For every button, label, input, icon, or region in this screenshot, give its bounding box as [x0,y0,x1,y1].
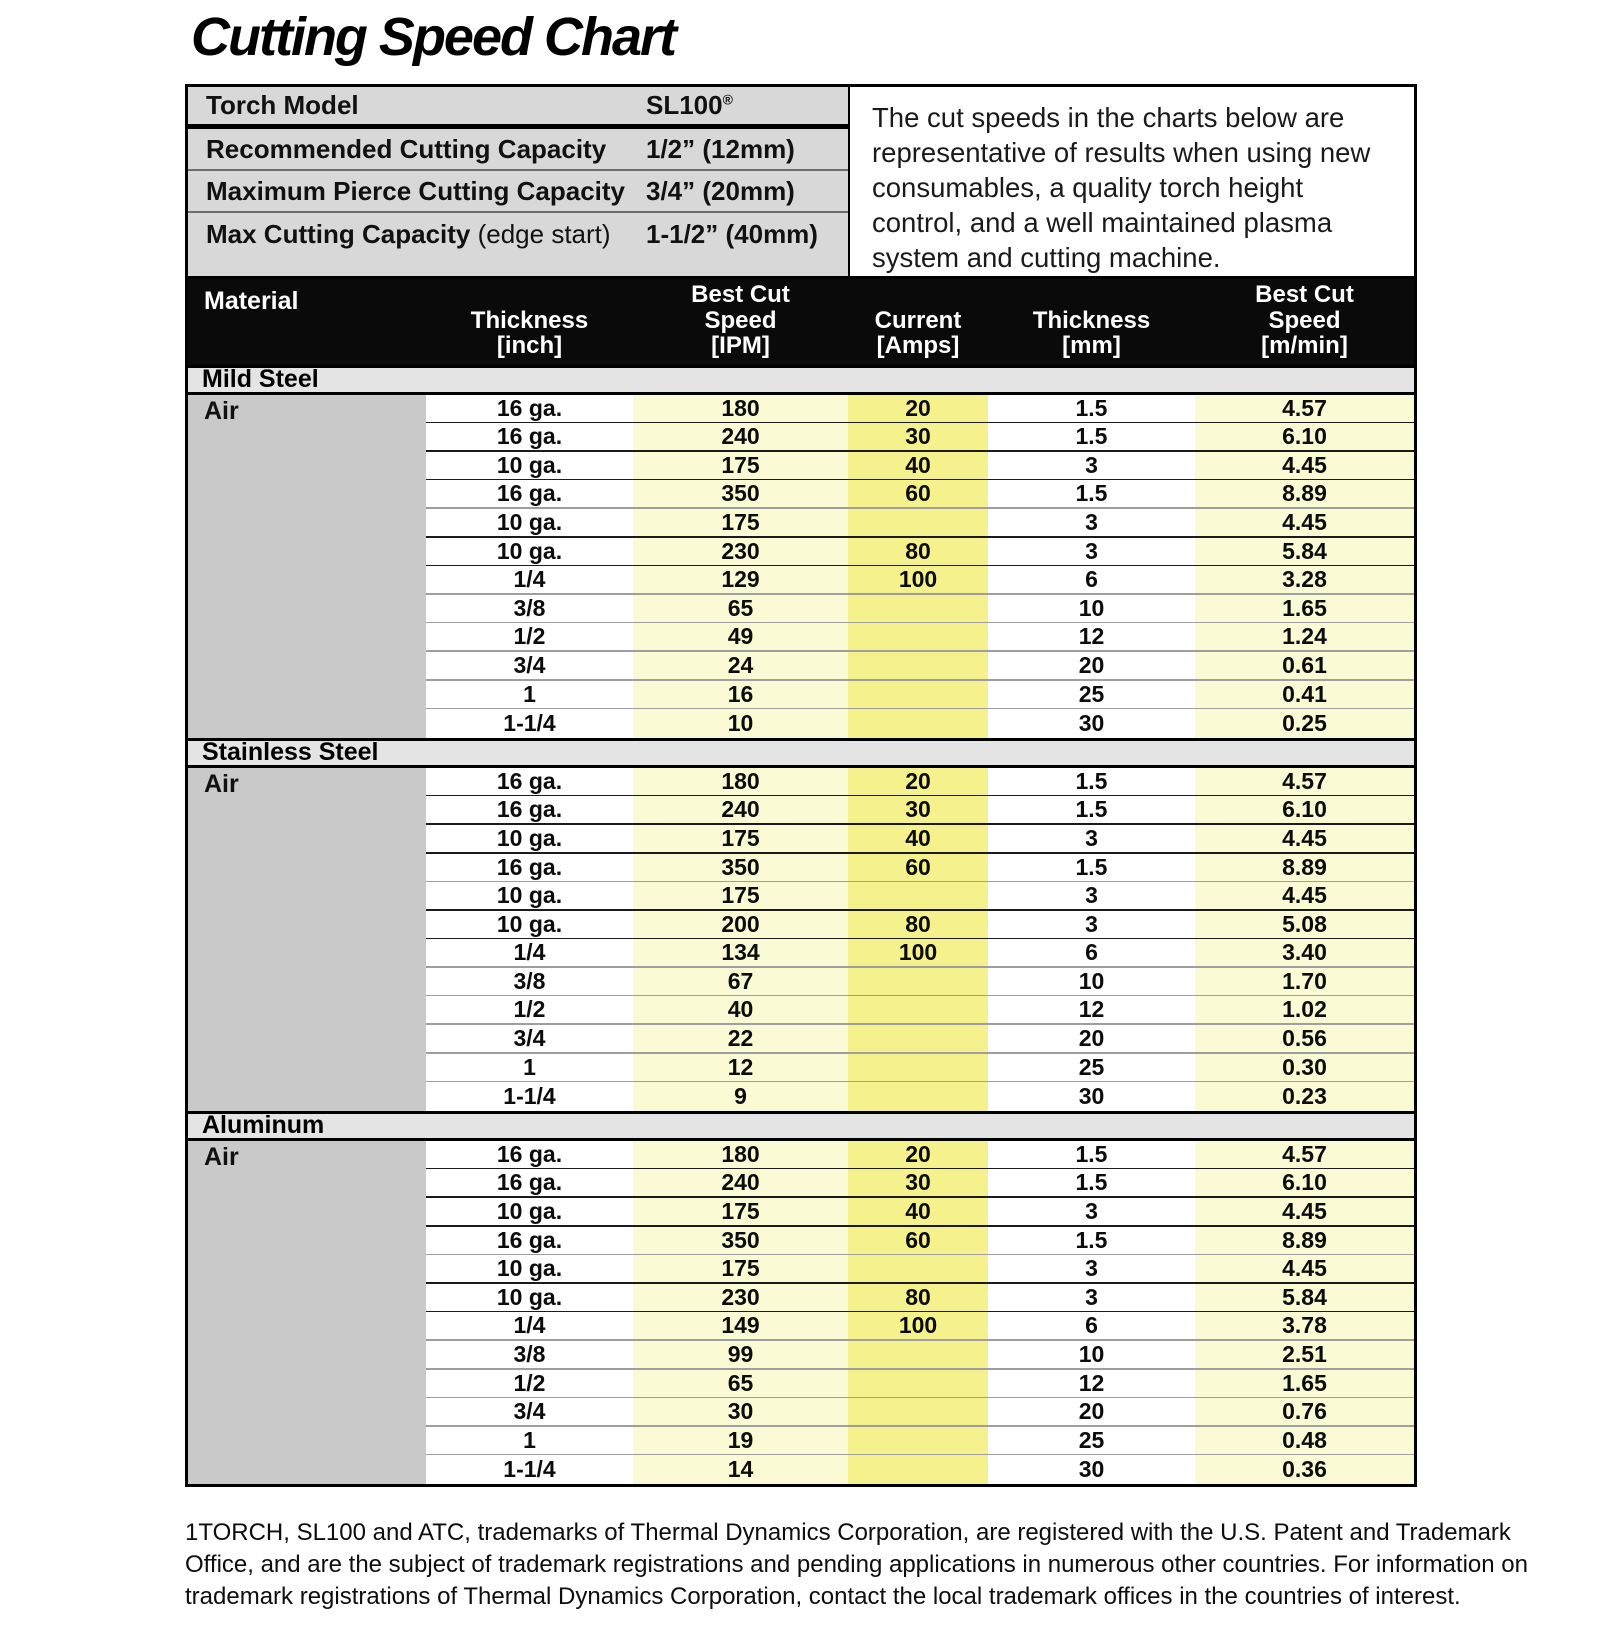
cell-thickness-inch: 1-1/4 [426,709,633,738]
cell-current-amps [848,1455,988,1484]
data-row [426,681,1414,710]
column-header-unit: [inch] [496,332,563,360]
data-row [426,768,1414,797]
data-row [426,1169,1414,1198]
column-header-name: Thickness [470,306,589,334]
cell-current-amps [848,681,988,708]
cell-speed-m-min: 4.45 [1195,825,1414,852]
trademark-footnote: 1TORCH, SL100 and ATC, trademarks of Thermal Dynamics Corporation, are registered with the U.S. Patent and Trademark Office, and are the subject of trademark registrations and pending applications in numerous other countries. For information on trademark registrations of Thermal Dynamics Corporation, contact the local trademark offices in the countries of interest. [185,1518,1528,1610]
cell-thickness-inch: 1/2 [426,623,633,650]
cell-thickness-mm: 25 [988,1054,1195,1081]
cell-thickness-inch: 3/4 [426,1398,633,1425]
cell-speed-m-min: 0.23 [1195,1082,1414,1111]
cell-speed-m-min: 8.89 [1195,854,1414,881]
cell-thickness-mm: 3 [988,825,1195,852]
cell-speed-m-min: 1.24 [1195,623,1414,650]
cell-speed-ipm: 350 [633,854,848,881]
cell-thickness-mm: 20 [988,1025,1195,1052]
data-row [426,1025,1414,1054]
cell-thickness-inch: 16 ga. [426,1141,633,1168]
cell-thickness-mm: 25 [988,1427,1195,1454]
cell-current-amps: 30 [848,796,988,823]
cell-speed-m-min: 0.56 [1195,1025,1414,1052]
cell-thickness-mm: 3 [988,911,1195,938]
cell-speed-ipm: 9 [633,1082,848,1111]
spec-label: Max Cutting Capacity (edge start) [206,218,611,249]
column-header-name: Thickness [1032,306,1151,334]
note-text: The cut speeds in the charts below are representative of results when using new consumables, a quality torch height control, and a well maintained plasma system and cutting machine. [872,102,1371,273]
cell-speed-ipm: 350 [633,1227,848,1254]
cell-thickness-mm: 1.5 [988,395,1195,422]
cell-speed-ipm: 12 [633,1054,848,1081]
cell-thickness-mm: 3 [988,538,1195,565]
cell-speed-ipm: 240 [633,423,848,450]
data-row [426,1255,1414,1284]
cell-thickness-mm: 30 [988,709,1195,738]
cell-speed-ipm: 65 [633,595,848,622]
cell-thickness-inch: 1/2 [426,1370,633,1397]
cell-speed-ipm: 180 [633,1141,848,1168]
cell-thickness-inch: 16 ga. [426,1169,633,1196]
cell-speed-m-min: 8.89 [1195,1227,1414,1254]
cell-speed-ipm: 240 [633,1169,848,1196]
cell-thickness-mm: 10 [988,968,1195,995]
cell-speed-ipm: 175 [633,452,848,479]
cell-thickness-inch: 1/2 [426,996,633,1023]
cell-speed-ipm: 134 [633,939,848,966]
cell-speed-ipm: 200 [633,911,848,938]
cell-thickness-inch: 10 ga. [426,538,633,565]
cell-thickness-inch: 3/8 [426,1341,633,1368]
cell-speed-m-min: 4.57 [1195,1141,1414,1168]
cell-speed-m-min: 4.45 [1195,509,1414,536]
data-row [426,911,1414,940]
section-rows [426,395,1414,738]
section-body [188,395,1414,738]
cell-speed-ipm: 175 [633,825,848,852]
cell-thickness-inch: 10 ga. [426,911,633,938]
cell-thickness-mm: 6 [988,566,1195,593]
cell-current-amps: 30 [848,423,988,450]
data-row [426,854,1414,883]
data-row [426,968,1414,997]
cell-current-amps [848,595,988,622]
cell-current-amps [848,1398,988,1425]
data-row [426,538,1414,567]
column-header [426,279,633,365]
cell-thickness-mm: 6 [988,1312,1195,1339]
section-body [188,1141,1414,1484]
cell-thickness-inch: 10 ga. [426,1255,633,1282]
cell-speed-m-min: 8.89 [1195,480,1414,507]
cell-current-amps: 80 [848,1284,988,1311]
gas-label: Air [188,1141,426,1484]
cell-current-amps: 60 [848,1227,988,1254]
data-row [426,1427,1414,1456]
cell-thickness-mm: 6 [988,939,1195,966]
gas-label: Air [188,768,426,1111]
section-header-aluminum [188,1111,1414,1141]
cell-speed-m-min: 0.41 [1195,681,1414,708]
data-row [426,1341,1414,1370]
spec-value: 1-1/2” (40mm) [646,218,818,249]
cell-thickness-mm: 1.5 [988,423,1195,450]
cell-thickness-inch: 16 ga. [426,854,633,881]
cell-speed-m-min: 4.57 [1195,768,1414,795]
column-header-top-line: Best Cut [691,281,790,309]
cell-thickness-inch: 10 ga. [426,825,633,852]
cell-speed-m-min: 2.51 [1195,1341,1414,1368]
cell-speed-m-min: 5.84 [1195,1284,1414,1311]
cell-thickness-inch: 1/4 [426,1312,633,1339]
cell-speed-m-min: 4.45 [1195,1198,1414,1225]
cell-thickness-inch: 16 ga. [426,423,633,450]
top-section [185,84,1417,279]
cell-current-amps [848,652,988,679]
spec-row [188,87,848,129]
cell-thickness-mm: 12 [988,623,1195,650]
cell-current-amps [848,709,988,738]
cell-speed-ipm: 22 [633,1025,848,1052]
data-row [426,996,1414,1025]
section-material-label: Aluminum [202,1111,325,1140]
cell-thickness-inch: 1-1/4 [426,1082,633,1111]
cell-thickness-inch: 10 ga. [426,509,633,536]
cell-speed-m-min: 6.10 [1195,796,1414,823]
cell-current-amps: 100 [848,939,988,966]
cell-speed-ipm: 230 [633,1284,848,1311]
cell-thickness-mm: 3 [988,1255,1195,1282]
cell-thickness-inch: 10 ga. [426,1198,633,1225]
torch-spec-table [185,84,850,279]
cell-speed-ipm: 175 [633,509,848,536]
cell-thickness-mm: 25 [988,681,1195,708]
cell-thickness-inch: 16 ga. [426,480,633,507]
cell-current-amps: 80 [848,538,988,565]
cell-current-amps: 40 [848,452,988,479]
cell-thickness-mm: 1.5 [988,854,1195,881]
column-header-name: Speed [704,306,777,334]
registered-mark: ® [722,91,733,108]
column-header-unit: [m/min] [1261,332,1348,360]
cell-speed-m-min: 4.57 [1195,395,1414,422]
cell-thickness-inch: 16 ga. [426,768,633,795]
page-title: Cutting Speed Chart [191,7,675,67]
data-row [426,709,1414,738]
cell-thickness-mm: 20 [988,652,1195,679]
column-header [633,279,848,365]
cell-thickness-inch: 1 [426,1427,633,1454]
cell-speed-ipm: 149 [633,1312,848,1339]
spec-row [188,171,848,213]
cell-thickness-inch: 10 ga. [426,452,633,479]
page-content [185,0,1551,1637]
cell-thickness-mm: 30 [988,1455,1195,1484]
section-rows [426,768,1414,1111]
cell-current-amps: 60 [848,854,988,881]
cell-current-amps [848,996,988,1023]
section-material-label: Mild Steel [202,365,319,394]
cell-speed-m-min: 0.25 [1195,709,1414,738]
section-rows [426,1141,1414,1484]
data-row [426,595,1414,624]
data-row [426,1312,1414,1341]
section-header-stainless-steel [188,738,1414,768]
cell-speed-ipm: 67 [633,968,848,995]
cell-speed-ipm: 30 [633,1398,848,1425]
cell-speed-m-min: 1.02 [1195,996,1414,1023]
spec-label: Maximum Pierce Cutting Capacity [206,175,625,206]
cell-speed-ipm: 175 [633,882,848,909]
column-header [1195,279,1414,365]
cell-speed-ipm: 24 [633,652,848,679]
cell-current-amps [848,1054,988,1081]
column-header-unit: [Amps] [876,332,960,360]
spec-label-suffix: (edge start) [470,218,611,249]
data-row [426,1141,1414,1170]
cell-thickness-mm: 1.5 [988,480,1195,507]
note-box [850,84,1417,279]
cell-speed-ipm: 65 [633,1370,848,1397]
section-header-mild-steel [188,365,1414,395]
data-row [426,1370,1414,1399]
cell-thickness-mm: 1.5 [988,1169,1195,1196]
gas-label: Air [188,395,426,738]
cell-current-amps [848,968,988,995]
cell-speed-m-min: 4.45 [1195,1255,1414,1282]
data-row [426,1054,1414,1083]
data-row [426,480,1414,509]
cell-speed-m-min: 3.28 [1195,566,1414,593]
cell-speed-m-min: 6.10 [1195,1169,1414,1196]
cell-speed-m-min: 0.30 [1195,1054,1414,1081]
data-row [426,1455,1414,1484]
cell-speed-ipm: 99 [633,1341,848,1368]
data-row [426,652,1414,681]
cell-current-amps: 60 [848,480,988,507]
cell-thickness-mm: 12 [988,1370,1195,1397]
cell-thickness-inch: 16 ga. [426,796,633,823]
cell-speed-ipm: 230 [633,538,848,565]
cell-speed-ipm: 175 [633,1198,848,1225]
cell-current-amps: 100 [848,566,988,593]
spec-row [188,129,848,171]
column-header-name: Speed [1268,306,1341,334]
cell-thickness-inch: 1 [426,1054,633,1081]
cell-thickness-inch: 16 ga. [426,395,633,422]
cell-thickness-inch: 3/4 [426,1025,633,1052]
cell-current-amps: 30 [848,1169,988,1196]
column-header-top-line: Best Cut [1255,281,1354,309]
cell-speed-m-min: 1.70 [1195,968,1414,995]
spec-label: Torch Model [206,90,359,120]
cell-speed-m-min: 3.40 [1195,939,1414,966]
data-row [426,1284,1414,1313]
data-row [426,395,1414,424]
cell-current-amps [848,1025,988,1052]
cell-thickness-inch: 1 [426,681,633,708]
cell-thickness-mm: 3 [988,1284,1195,1311]
column-header-name: Current [874,306,962,334]
cell-thickness-mm: 1.5 [988,1141,1195,1168]
cell-current-amps: 20 [848,1141,988,1168]
spec-value: 1/2” (12mm) [646,133,795,164]
cell-current-amps: 40 [848,1198,988,1225]
data-row [426,452,1414,481]
data-row [426,939,1414,968]
column-header-material: Material [204,286,299,315]
data-row [426,1198,1414,1227]
data-row [426,1398,1414,1427]
column-header-unit: [IPM] [711,332,770,360]
cell-thickness-mm: 10 [988,1341,1195,1368]
cell-current-amps: 40 [848,825,988,852]
spec-label: Recommended Cutting Capacity [206,133,607,164]
cell-current-amps [848,882,988,909]
spec-value: 3/4” (20mm) [646,175,795,206]
column-header [848,279,988,365]
cell-thickness-mm: 30 [988,1082,1195,1111]
cell-current-amps: 80 [848,911,988,938]
data-row [426,623,1414,652]
cell-thickness-inch: 3/8 [426,968,633,995]
cell-thickness-inch: 1-1/4 [426,1455,633,1484]
cell-current-amps [848,509,988,536]
cell-speed-ipm: 19 [633,1427,848,1454]
section-body [188,768,1414,1111]
cell-current-amps [848,1370,988,1397]
cell-speed-ipm: 180 [633,768,848,795]
cell-speed-m-min: 4.45 [1195,882,1414,909]
cell-speed-m-min: 3.78 [1195,1312,1414,1339]
cell-thickness-inch: 10 ga. [426,1284,633,1311]
data-row [426,796,1414,825]
cell-speed-m-min: 1.65 [1195,595,1414,622]
column-header [988,279,1195,365]
cell-thickness-mm: 3 [988,509,1195,536]
cell-speed-ipm: 40 [633,996,848,1023]
data-row [426,1227,1414,1256]
cell-thickness-mm: 20 [988,1398,1195,1425]
cell-current-amps: 20 [848,395,988,422]
section-material-label: Stainless Steel [202,738,379,767]
cell-current-amps [848,623,988,650]
cell-current-amps [848,1341,988,1368]
cell-current-amps [848,1427,988,1454]
cell-thickness-mm: 1.5 [988,1227,1195,1254]
data-row [426,825,1414,854]
cell-speed-m-min: 0.61 [1195,652,1414,679]
cell-speed-m-min: 5.08 [1195,911,1414,938]
cell-speed-m-min: 0.36 [1195,1455,1414,1484]
cell-current-amps [848,1255,988,1282]
cell-thickness-inch: 3/8 [426,595,633,622]
cell-speed-m-min: 0.48 [1195,1427,1414,1454]
cell-thickness-mm: 10 [988,595,1195,622]
cell-thickness-inch: 1/4 [426,566,633,593]
cell-speed-m-min: 6.10 [1195,423,1414,450]
cell-speed-m-min: 0.76 [1195,1398,1414,1425]
data-row [426,1082,1414,1111]
cell-speed-m-min: 5.84 [1195,538,1414,565]
cell-thickness-mm: 12 [988,996,1195,1023]
data-row [426,566,1414,595]
cell-current-amps: 20 [848,768,988,795]
cell-thickness-inch: 3/4 [426,652,633,679]
cell-thickness-inch: 10 ga. [426,882,633,909]
cell-thickness-mm: 3 [988,882,1195,909]
cell-thickness-mm: 3 [988,1198,1195,1225]
cell-current-amps [848,1082,988,1111]
cell-speed-ipm: 240 [633,796,848,823]
cell-thickness-mm: 1.5 [988,796,1195,823]
cell-speed-m-min: 1.65 [1195,1370,1414,1397]
column-header-unit: [mm] [1062,332,1121,360]
data-row [426,509,1414,538]
cell-speed-ipm: 14 [633,1455,848,1484]
cell-current-amps: 100 [848,1312,988,1339]
cell-speed-ipm: 16 [633,681,848,708]
data-row [426,882,1414,911]
cell-speed-ipm: 180 [633,395,848,422]
spec-value: SL100® [646,90,733,120]
cell-speed-ipm: 49 [633,623,848,650]
cell-speed-ipm: 350 [633,480,848,507]
cell-thickness-inch: 1/4 [426,939,633,966]
spec-row [188,213,848,255]
cell-speed-ipm: 10 [633,709,848,738]
cell-thickness-mm: 3 [988,452,1195,479]
cell-speed-m-min: 4.45 [1195,452,1414,479]
table-body [188,365,1414,1484]
cutting-speed-table [185,279,1417,1487]
cell-speed-ipm: 129 [633,566,848,593]
cell-speed-ipm: 175 [633,1255,848,1282]
cell-thickness-inch: 16 ga. [426,1227,633,1254]
table-header-row [188,279,1414,365]
data-row [426,423,1414,452]
cell-thickness-mm: 1.5 [988,768,1195,795]
